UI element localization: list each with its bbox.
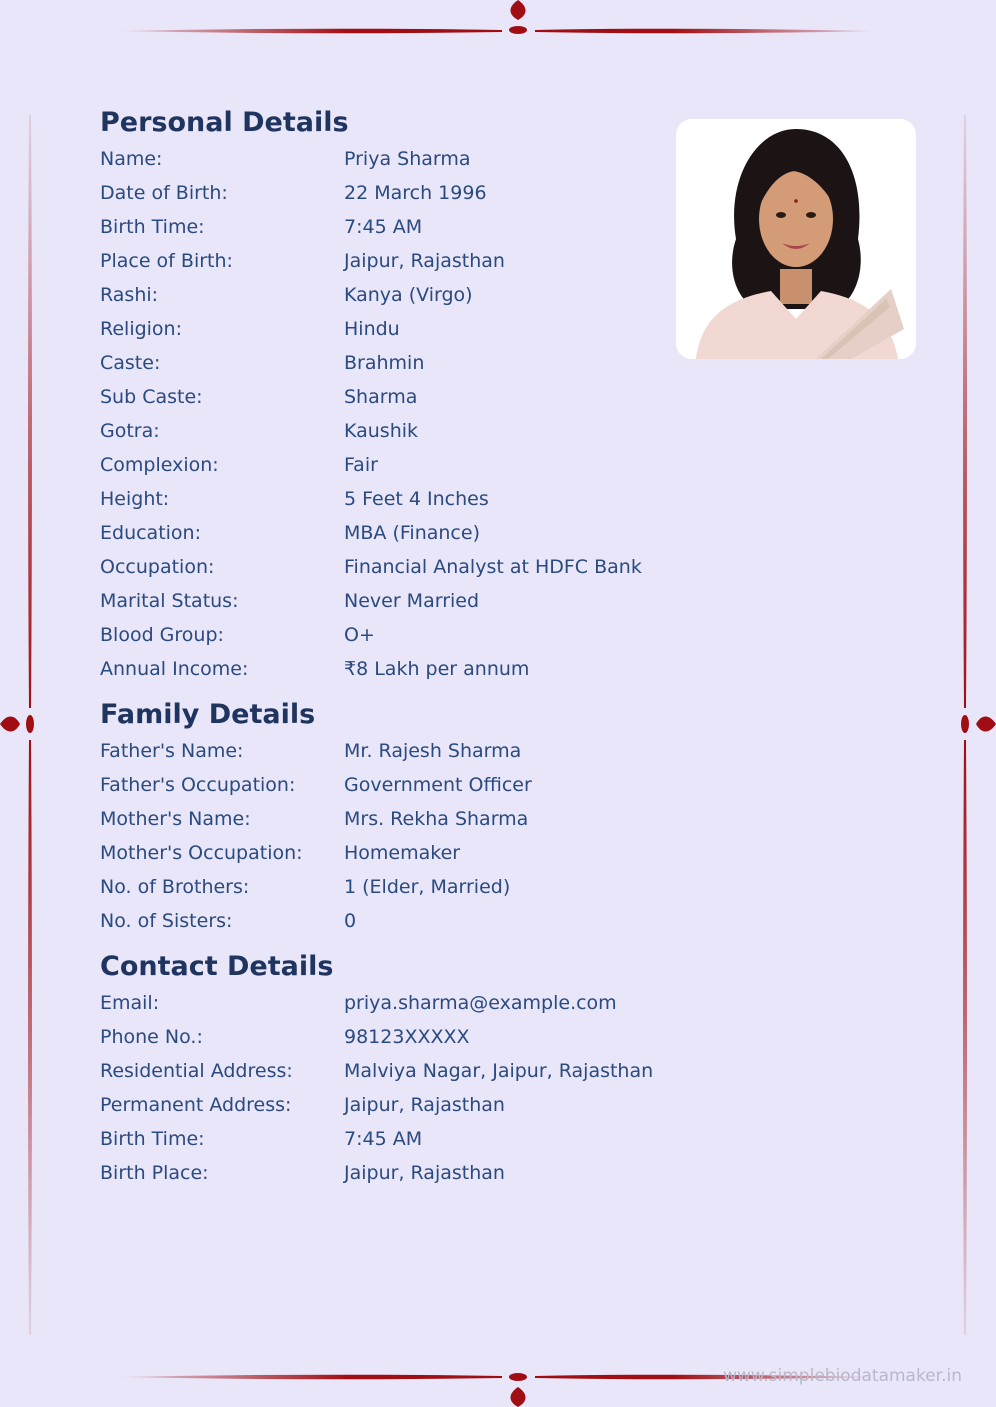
detail-label: Height: [100,488,170,510]
detail-label: Mother's Occupation: [100,842,303,864]
detail-value: Sharma [344,386,418,408]
detail-row [100,768,700,802]
detail-row [100,414,700,448]
detail-row [100,448,700,482]
detail-row [100,550,700,584]
detail-row [100,584,700,618]
detail-value: 7:45 AM [344,1128,423,1150]
section-title: Contact Details [100,951,334,982]
detail-row [100,904,700,938]
detail-value: ₹8 Lakh per annum [344,658,530,680]
detail-label: Blood Group: [100,624,224,646]
detail-value: Mr. Rajesh Sharma [344,740,522,762]
section-title: Family Details [100,699,316,730]
detail-value: 5 Feet 4 Inches [344,488,489,510]
detail-row [100,346,700,380]
biodata-content [100,104,700,1190]
detail-value: Malviya Nagar, Jaipur, Rajasthan [344,1060,654,1082]
detail-row [100,244,700,278]
section-title: Personal Details [100,107,349,138]
detail-row [100,278,700,312]
detail-value: 98123XXXXX [344,1026,470,1048]
detail-row [100,482,700,516]
detail-label: No. of Sisters: [100,910,233,932]
watermark: www.simplebiodatamaker.in [723,1366,962,1386]
detail-label: Father's Occupation: [100,774,296,796]
detail-label: Education: [100,522,201,544]
detail-row [100,870,700,904]
detail-row [100,312,700,346]
contact-details-section [100,948,700,1190]
detail-label: Rashi: [100,284,159,306]
detail-value: O+ [344,624,375,646]
detail-row [100,516,700,550]
detail-label: No. of Brothers: [100,876,250,898]
detail-value: Priya Sharma [344,148,471,170]
right-border-ornament [961,115,996,1335]
detail-value: MBA (Finance) [344,522,480,544]
detail-row [100,618,700,652]
detail-value: Jaipur, Rajasthan [344,250,505,272]
detail-label: Gotra: [100,420,160,442]
personal-details-section [100,104,700,686]
detail-label: Email: [100,992,160,1014]
detail-value: Brahmin [344,352,425,374]
detail-row [100,176,700,210]
detail-value: Never Married [344,590,480,612]
detail-row [100,734,700,768]
detail-value: Financial Analyst at HDFC Bank [344,556,642,578]
detail-label: Name: [100,148,163,170]
detail-label: Sub Caste: [100,386,203,408]
detail-label: Caste: [100,352,161,374]
detail-row [100,1156,700,1190]
detail-label: Annual Income: [100,658,249,680]
detail-value: priya.sharma@example.com [344,992,617,1014]
detail-row [100,1088,700,1122]
profile-photo [676,119,916,359]
detail-row [100,986,700,1020]
detail-row [100,1054,700,1088]
detail-label: Birth Time: [100,1128,205,1150]
detail-label: Occupation: [100,556,215,578]
detail-label: Date of Birth: [100,182,228,204]
detail-value: Mrs. Rekha Sharma [344,808,529,830]
detail-label: Complexion: [100,454,219,476]
detail-label: Marital Status: [100,590,239,612]
detail-value: 1 (Elder, Married) [344,876,511,898]
detail-value: 7:45 AM [344,216,423,238]
detail-label: Place of Birth: [100,250,233,272]
detail-label: Residential Address: [100,1060,293,1082]
detail-label: Birth Time: [100,216,205,238]
detail-value: 22 March 1996 [344,182,487,204]
detail-value: Hindu [344,318,400,340]
detail-value: Homemaker [344,842,461,864]
detail-value: Jaipur, Rajasthan [344,1094,505,1116]
detail-row [100,836,700,870]
detail-value: Kanya (Virgo) [344,284,473,306]
detail-row [100,1020,700,1054]
family-details-section [100,696,700,938]
detail-row [100,380,700,414]
detail-value: Kaushik [344,420,419,442]
detail-value: 0 [344,910,357,932]
detail-label: Religion: [100,318,183,340]
detail-value: Jaipur, Rajasthan [344,1162,505,1184]
detail-label: Father's Name: [100,740,244,762]
detail-row [100,1122,700,1156]
detail-label: Birth Place: [100,1162,209,1184]
detail-row [100,210,700,244]
top-border-ornament [120,0,876,34]
detail-row [100,142,700,176]
left-border-ornament [0,115,34,1335]
detail-row [100,652,700,686]
detail-label: Permanent Address: [100,1094,292,1116]
detail-value: Fair [344,454,378,476]
detail-label: Mother's Name: [100,808,251,830]
profile-photo-woman-icon [676,119,916,359]
detail-value: Government Officer [344,774,532,796]
detail-label: Phone No.: [100,1026,203,1048]
detail-row [100,802,700,836]
